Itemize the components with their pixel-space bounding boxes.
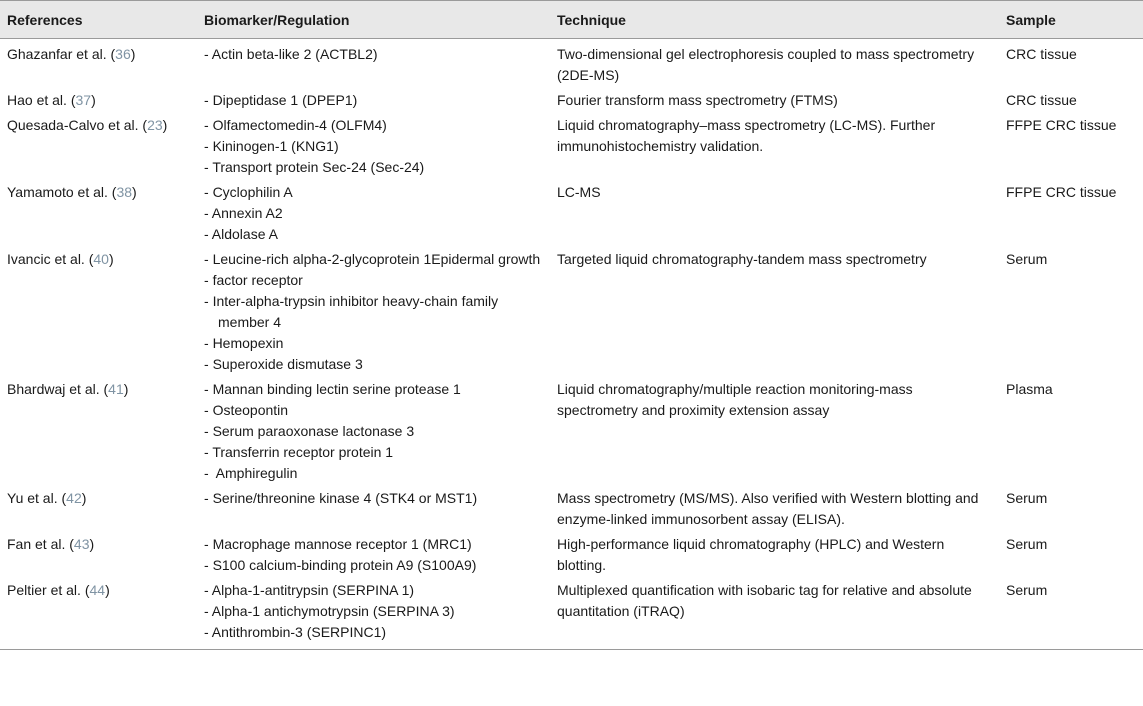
reference-link[interactable]: 40 [93, 251, 109, 267]
list-dash: - [204, 138, 213, 154]
biomarker-cell [197, 179, 550, 246]
reference-author: Fan et al. ( [7, 536, 74, 552]
reference-close: ) [89, 536, 95, 552]
biomarker-cell [197, 87, 550, 112]
list-dash: - [204, 423, 213, 439]
table-row [0, 376, 1143, 485]
biomarker-list [204, 580, 542, 643]
biomarker-name: Aldolase A [211, 226, 278, 242]
header-biomarker: Biomarker/Regulation [197, 1, 550, 39]
table-row [0, 531, 1143, 577]
sample-cell: Serum [1006, 536, 1048, 552]
reference-author: Hao et al. ( [7, 92, 76, 108]
reference-close: ) [108, 251, 114, 267]
list-dash: - [204, 381, 213, 397]
reference-cell [0, 87, 197, 112]
biomarker-item [204, 379, 542, 400]
biomarker-item [204, 534, 542, 555]
reference-author: Yamamoto et al. ( [7, 184, 117, 200]
technique-cell: Multiplexed quantification with isobaric tag for relative and absolute quantitation (iTRAQ) [550, 577, 999, 650]
technique-cell: Liquid chromatography/multiple reaction monitoring-mass spectrometry and proximity extension assay [557, 381, 913, 418]
biomarker-item [204, 90, 542, 111]
biomarker-item [204, 555, 542, 576]
biomarker-item [204, 622, 542, 643]
biomarker-item [204, 182, 542, 203]
reference-cell [0, 577, 197, 650]
sample-cell: Serum [1006, 490, 1048, 506]
sample-cell: FFPE CRC tissue [1006, 117, 1117, 133]
reference-close: ) [162, 117, 168, 133]
header-technique: Technique [550, 1, 999, 39]
table-row [0, 112, 1143, 179]
header-row [0, 1, 1143, 39]
list-dash: - [204, 92, 213, 108]
biomarker-name: Actin beta-like 2 (ACTBL2) [211, 46, 378, 62]
reference-link[interactable]: 44 [89, 582, 106, 598]
biomarker-item [204, 354, 542, 375]
technique-cell: Targeted liquid chromatography-tandem mass spectrometry [557, 251, 927, 267]
biomarker-cell [197, 577, 550, 650]
biomarker-name: Kininogen-1 (KNG1) [212, 138, 339, 154]
reference-link[interactable]: 37 [75, 92, 92, 108]
reference-close: ) [91, 92, 96, 108]
biomarker-name: Alpha-1 antichymotrypsin (SERPINA 3) [211, 603, 455, 619]
technique-cell: Fourier transform mass spectrometry (FTMS) [557, 92, 838, 108]
header-references: References [0, 1, 197, 39]
sample-cell: Serum [1006, 251, 1048, 267]
table-row [0, 246, 1143, 376]
biomarker-name: Mannan binding lectin serine protease 1 [212, 381, 461, 397]
list-dash: - [204, 624, 212, 640]
biomarker-name: Antithrombin-3 (SERPINC1) [211, 624, 387, 640]
reference-cell [0, 376, 197, 485]
biomarker-item [204, 580, 542, 601]
sample-cell: Serum [999, 577, 1143, 650]
reference-link[interactable]: 41 [108, 381, 124, 397]
biomarker-name: Inter-alpha-trypsin inhibitor heavy-chain family member 4 [212, 293, 503, 330]
technique-cell: Two-dimensional gel electrophoresis coupled to mass spectrometry (2DE-MS) [557, 46, 975, 83]
list-dash: - [204, 293, 213, 309]
reference-cell [0, 39, 197, 88]
list-dash: - [204, 603, 212, 619]
reference-author: Bhardwaj et al. ( [7, 381, 109, 397]
biomarker-name: Alpha-1-antitrypsin (SERPINA 1) [211, 582, 415, 598]
reference-author: Ivancic et al. ( [7, 251, 94, 267]
sample-cell: FFPE CRC tissue [1006, 184, 1117, 200]
biomarker-list [204, 379, 542, 484]
list-dash: - [204, 159, 213, 175]
list-dash: - [204, 465, 213, 481]
list-dash: - [204, 46, 212, 62]
reference-cell [0, 531, 197, 577]
reference-cell [0, 485, 197, 531]
biomarker-item [204, 44, 542, 65]
biomarker-name: Serine/threonine kinase 4 (STK4 or MST1) [212, 490, 478, 506]
biomarker-item [204, 291, 542, 333]
sample-cell: CRC tissue [1006, 46, 1077, 62]
biomarker-list [204, 44, 542, 65]
biomarker-list [204, 115, 542, 178]
list-dash: - [204, 356, 213, 372]
biomarker-list [204, 90, 542, 111]
table-row [0, 577, 1143, 650]
reference-link[interactable]: 43 [73, 536, 90, 552]
list-dash: - [204, 272, 213, 288]
biomarker-name: Superoxide dismutase 3 [212, 356, 363, 372]
reference-link[interactable]: 42 [66, 490, 82, 506]
header-sample: Sample [999, 1, 1143, 39]
technique-cell: Mass spectrometry (MS/MS). Also verified with Western blotting and enzyme-linked immunosorbent assay (ELISA). [557, 490, 979, 527]
biomarker-item [204, 136, 542, 157]
biomarker-name: Hemopexin [212, 335, 284, 351]
biomarker-cell [197, 39, 550, 88]
table-row [0, 179, 1143, 246]
reference-author: Ghazanfar et al. ( [7, 46, 116, 62]
biomarker-name: Transport protein Sec-24 (Sec-24) [212, 159, 425, 175]
biomarker-item [204, 442, 542, 463]
biomarker-name: Cyclophilin A [212, 184, 293, 200]
biomarker-name: Serum paraoxonase lactonase 3 [212, 423, 415, 439]
biomarker-item [204, 601, 542, 622]
biomarker-name: Amphiregulin [212, 465, 298, 481]
biomarker-item [204, 333, 542, 354]
biomarker-list [204, 534, 542, 576]
biomarker-name: Annexin A2 [211, 205, 283, 221]
biomarker-name: factor receptor [212, 272, 303, 288]
biomarker-item [204, 115, 542, 136]
biomarker-cell [197, 485, 550, 531]
list-dash: - [204, 251, 213, 267]
biomarker-item [204, 157, 542, 178]
reference-author: Peltier et al. ( [7, 582, 90, 598]
biomarker-name: S100 calcium-binding protein A9 (S100A9) [212, 557, 477, 573]
biomarker-item [204, 203, 542, 224]
reference-link[interactable]: 23 [147, 117, 163, 133]
biomarker-list [204, 249, 542, 375]
biomarker-name: Macrophage mannose receptor 1 (MRC1) [212, 536, 472, 552]
table-row [0, 87, 1143, 112]
biomarker-name: Osteopontin [212, 402, 289, 418]
list-dash: - [204, 402, 213, 418]
table-row [0, 39, 1143, 88]
biomarker-name: Olfamectomedin-4 (OLFM4) [212, 117, 387, 133]
reference-author: Quesada-Calvo et al. ( [7, 117, 148, 133]
biomarker-name: Dipeptidase 1 (DPEP1) [212, 92, 358, 108]
sample-cell: CRC tissue [1006, 92, 1077, 108]
biomarker-cell [197, 531, 550, 577]
biomarker-item [204, 400, 542, 421]
biomarker-item [204, 224, 542, 245]
list-dash: - [204, 335, 213, 351]
reference-link[interactable]: 38 [116, 184, 133, 200]
biomarker-list [204, 182, 542, 245]
reference-close: ) [105, 582, 110, 598]
reference-close: ) [81, 490, 87, 506]
list-dash: - [204, 557, 213, 573]
list-dash: - [204, 184, 213, 200]
list-dash: - [204, 444, 213, 460]
technique-cell: LC-MS [557, 184, 601, 200]
list-dash: - [204, 536, 213, 552]
sample-cell: Plasma [1006, 381, 1053, 397]
table-row [0, 485, 1143, 531]
biomarker-item [204, 463, 542, 484]
list-dash: - [204, 490, 213, 506]
reference-cell [0, 179, 197, 246]
reference-close: ) [132, 184, 137, 200]
biomarker-item [204, 249, 542, 270]
biomarker-name: Leucine-rich alpha-2-glycoprotein 1Epidermal growth [212, 251, 541, 267]
list-dash: - [204, 582, 212, 598]
biomarker-cell [197, 112, 550, 179]
list-dash: - [204, 226, 212, 242]
reference-link[interactable]: 36 [115, 46, 131, 62]
technique-cell: High-performance liquid chromatography (HPLC) and Western blotting. [557, 536, 945, 573]
biomarker-item [204, 270, 542, 291]
biomarker-name: Transferrin receptor protein 1 [212, 444, 394, 460]
reference-close: ) [130, 46, 136, 62]
reference-cell [0, 246, 197, 376]
biomarker-cell [197, 246, 550, 376]
biomarker-item [204, 488, 542, 509]
reference-cell [0, 112, 197, 179]
technique-cell: Liquid chromatography–mass spectrometry (LC-MS). Further immunohistochemistry validation. [557, 117, 936, 154]
reference-author: Yu et al. ( [7, 490, 67, 506]
biomarker-list [204, 488, 542, 509]
list-dash: - [204, 205, 212, 221]
reference-close: ) [123, 381, 129, 397]
biomarker-item [204, 421, 542, 442]
list-dash: - [204, 117, 213, 133]
biomarker-cell [197, 376, 550, 485]
